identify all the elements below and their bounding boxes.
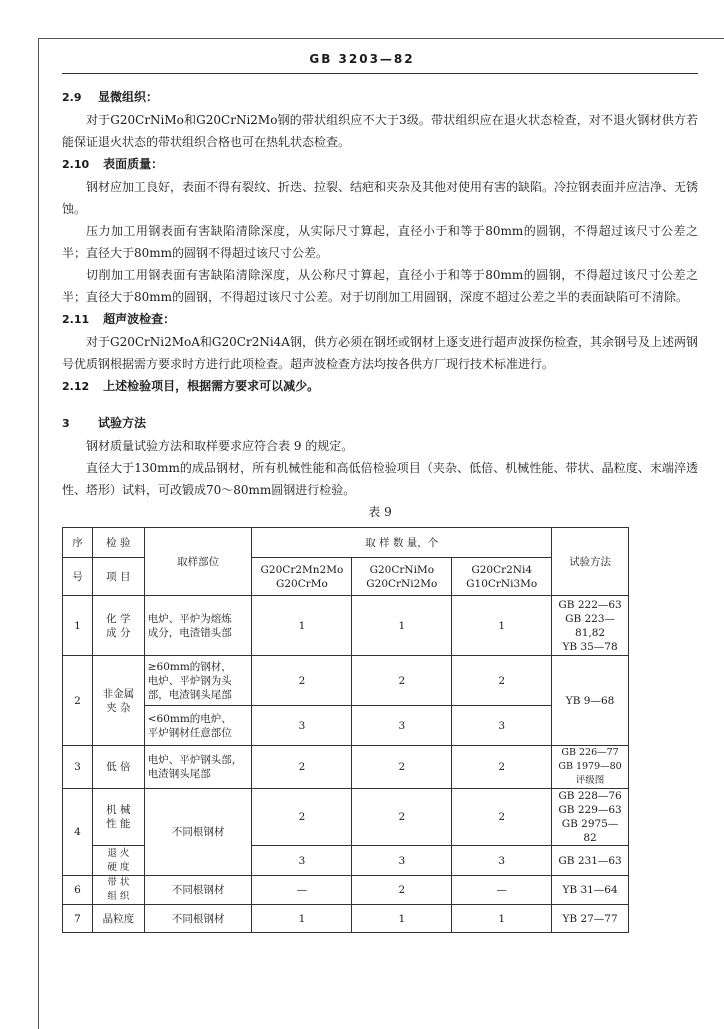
header-seq: 序 [63, 528, 93, 558]
table-row: <60mm的电炉、 平炉钢材任意部位 3 3 3 [63, 706, 629, 746]
grade-col-1: G20Cr2Mn2Mo G20CrMo [252, 558, 352, 596]
table-row: 退 火 硬 度 3 3 3 GB 231—63 [63, 846, 629, 876]
standard-code: GB 3203—82 [309, 52, 415, 66]
header-item: 检 验 [92, 528, 144, 558]
section-2-11-heading: 2.11 超声波检查： [62, 312, 176, 326]
table-row: 1 化 学 成 分 电炉、平炉为熔炼 成分，电渣错头部 1 1 1 GB 222—63 GB 223—81,82 YB 35—78 [63, 596, 629, 656]
table-row: 4 机 械 性 能 不同根钢材 2 2 2 GB 228—76 GB 229—63 GB 2975—82 [63, 789, 629, 846]
section-2-9-body: 对于G20CrNiMo和G20CrNi2Mo钢的带状组织应不大于3级。带状组织应在退火状态检查，对不退火钢材供方若能保证退火状态的带状组织合格也可在热轧状态检查。 [62, 113, 698, 149]
header-method: 试验方法 [552, 528, 629, 596]
section-2-12: 2.12 上述检验项目，根据需方要求可以减少。 [62, 379, 320, 393]
header-rule [62, 73, 698, 74]
document-body [62, 86, 698, 523]
grade-col-3: G20Cr2Ni4 G10CrNi3Mo [452, 558, 552, 596]
header-quantity: 取 样 数 量，个 [252, 528, 552, 558]
section-3-heading: 3 试验方法 [62, 416, 147, 430]
table-caption: 表 9 [368, 505, 392, 519]
header-location: 取样部位 [144, 528, 252, 596]
sampling-table [62, 527, 629, 933]
section-3-p2: 直径大于130mm的成品钢材，所有机械性能和高低倍检验项目（夹杂、低倍、机械性能、带状、晶粒度、末端淬透性、塔形）试料，可改锻成70～80mm圆钢进行检验。 [62, 461, 698, 497]
header-seq-2: 号 [63, 558, 93, 596]
table-row: 3 低 倍 电炉、平炉钢头部， 电渣钢头尾部 2 2 2 GB 226—77 GB 1979—80评级图 [63, 746, 629, 789]
section-2-10-p3: 切削加工用钢表面有害缺陷清除深度，从公称尺寸算起，直径小于和等于80mm的圆钢，不得超过该尺寸公差之半；直径大于80mm的圆钢，不得超过该尺寸公差。对于切削加工用圆钢，深度不超过公差之半的表面缺陷可不清除。 [62, 268, 698, 304]
section-2-9-heading: 2.9 显微组织： [62, 90, 159, 104]
table-row: 7 晶粒度 不同根钢材 1 1 1 YB 27—77 [63, 905, 629, 933]
section-2-10-p1: 钢材应加工良好，表面不得有裂纹、折迭、拉裂、结疤和夹杂及其他对使用有害的缺陷。冷拉钢表面并应洁净、无锈蚀。 [62, 180, 699, 216]
section-2-11-body: 对于G20CrNi2MoA和G20Cr2Ni4A钢，供方必须在钢坯或钢材上逐支进行超声波探伤检查，其余钢号及上述两钢号优质钢根据需方要求时方进行此项检查。超声波检查方法均按各供方厂现行技术标准进行。 [62, 335, 698, 371]
section-2-10-p2: 压力加工用钢表面有害缺陷清除深度，从实际尺寸算起，直径小于和等于80mm的圆钢，不得超过该尺寸公差之半；直径大于80mm的圆钢不得超过该尺寸公差。 [62, 224, 698, 260]
grade-col-2: G20CrNiMo G20CrNi2Mo [352, 558, 452, 596]
header-item-2: 项 目 [92, 558, 144, 596]
section-3-p1: 钢材质量试验方法和取样要求应符合表 9 的规定。 [86, 439, 354, 453]
section-2-10-heading: 2.10 表面质量： [62, 157, 164, 171]
table-row: 6 带 状 组 织 不同根钢材 — 2 — YB 31—64 [63, 876, 629, 905]
table-row: 2 非金属 夹 杂 ≥60mm的钢材， 电炉、平炉钢为头 部，电渣钢头尾部 2 2 2 YB 9—68 [63, 656, 629, 706]
table-header-row [63, 528, 629, 558]
